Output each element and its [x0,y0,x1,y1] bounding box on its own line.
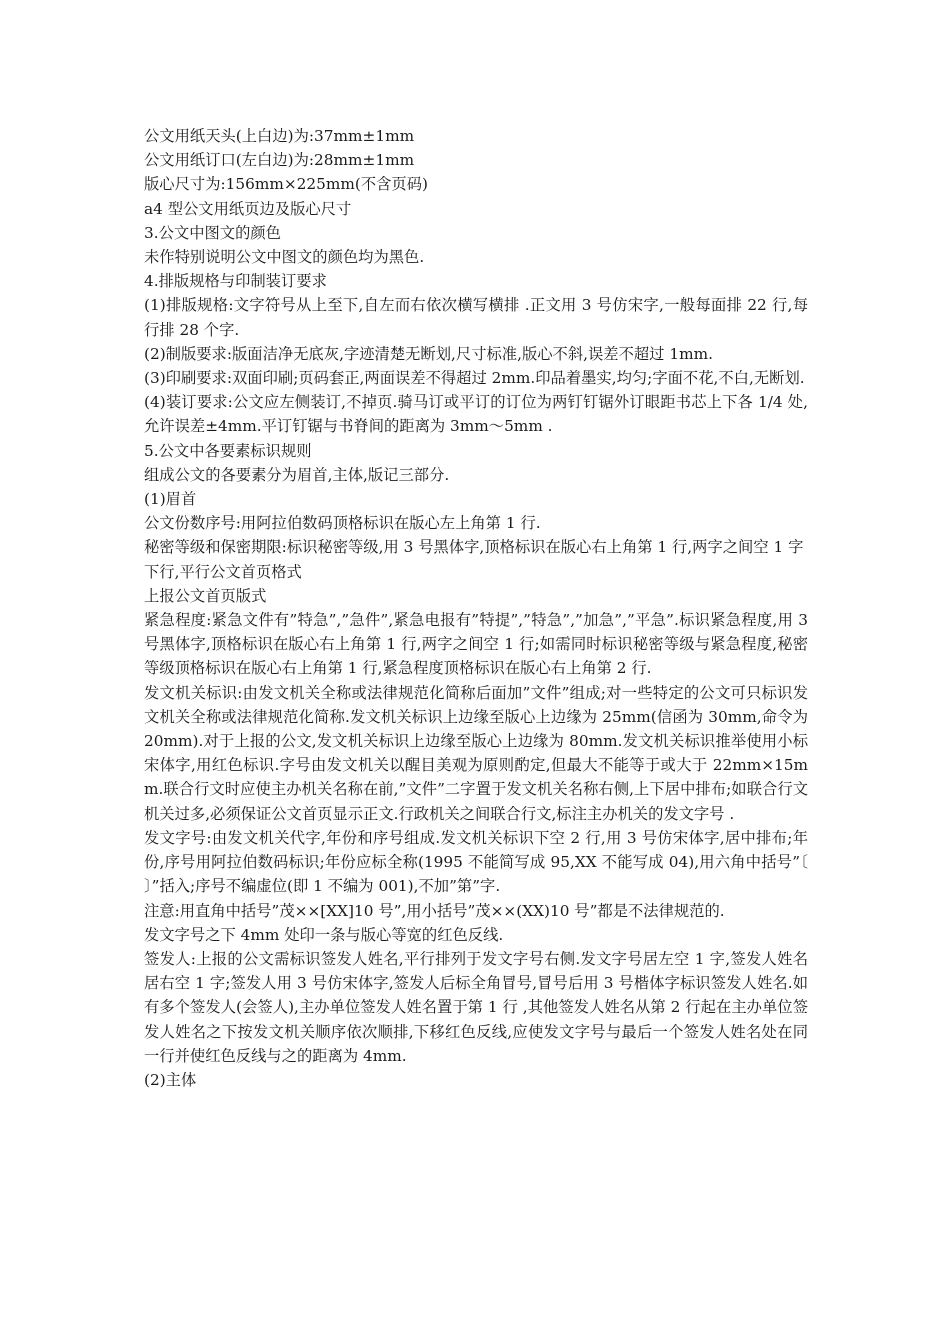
paragraph-upward-format: 上报公文首页版式 [144,586,267,605]
paragraph-signer: 签发人:上报的公文需标识签发人姓名,平行排列于发文字号右侧.发文字号居左空 1 字,签发人姓名居右空 1 字;签发人用 3 号仿宋体字,签发人后标全角冒号,冒号后用 3 号楷体字标识签发人姓名.如有多个签发人(会签人),主办单位签发人姓名置于第 1 行 ,其他签发人姓名从第 2 行起在主办单位签发人姓名之下按发文机关顺序依次顺排,下移红色反线,应使发文字号与最后一个签发人姓名处在同一行并使红色反线与之的距离为 4mm. [144,949,808,1065]
paragraph-a4-caption: a4 型公文用纸页边及版心尺寸 [144,199,352,218]
paragraph-red-line: 发文字号之下 4mm 处印一条与版心等宽的红色反线. [144,925,504,944]
paragraph-top-margin: 公文用纸天头(上白边)为:37mm±1mm [144,127,415,145]
paragraph-type-area-size: 版心尺寸为:156mm×225mm(不含页码) [144,175,428,194]
subheading-body: (2)主体 [144,1070,197,1089]
paragraph-left-margin: 公文用纸订口(左白边)为:28mm±1mm [144,151,415,170]
paragraph-binding: (4)装订要求:公文应左侧装订,不掉页.骑马订或平订的订位为两钉钉锯外订眼距书芯上下各 1/4 处,允许误差±4mm.平订钉锯与书脊间的距离为 3mm～5mm . [144,393,808,436]
paragraph-plate-making: (2)制版要求:版面洁净无底灰,字迹清楚无断划,尺寸标准,版心不斜,误差不超过 1mm. [144,344,713,363]
paragraph-printing: (3)印刷要求:双面印刷;页码套正,两面误差不得超过 2mm.印品着墨实,均匀;字面不花,不白,无断划. [144,369,805,388]
paragraph-color-note: 未作特别说明公文中图文的颜色均为黑色. [144,248,425,267]
paragraph-secret-level: 秘密等级和保密期限:标识秘密等级,用 3 号黑体字,顶格标识在版心右上角第 1 行,两字之间空 1 字 [144,538,804,557]
paragraph-element-parts: 组成公文的各要素分为眉首,主体,版记三部分. [144,465,450,484]
section-heading-color: 3.公文中图文的颜色 [144,223,281,242]
document-body [144,124,808,1092]
paragraph-layout-spec: (1)排版规格:文字符号从上至下,自左而右依次横写横排 .正文用 3 号仿宋字,一般每面排 22 行,每行排 28 个字. [144,296,808,339]
subheading-header: (1)眉首 [144,490,197,509]
paragraph-issuer-mark: 发文机关标识:由发文机关全称或法律规范化简称后面加”文件”组成;对一些特定的公文可只标识发文机关全称或法律规范化简称.发文机关标识上边缘至版心上边缘为 25mm(信函为 30mm,命令为 20mm).对于上报的公文,发文机关标识上边缘至版心上边缘为 80mm.发文机关标识推举使用小标宋体字,用红色标识.字号由发文机关以醒目美观为原则酌定,但最大不能等于或大于 22mm×15mm.联合行文时应使主办机关名称在前,”文件”二字置于发文机关名称右侧,上下居中排布;如联合行文机关过多,必须保证公文首页显示正文.行政机关之间联合行文,标注主办机关的发文字号 . [144,683,808,823]
paragraph-urgency: 紧急程度:紧急文件有”特急”,”急件”,紧急电报有”特提”,”特急”,”加急”,”平急”.标识紧急程度,用 3 号黑体字,顶格标识在版心右上角第 1 行,两字之间空 1 行;如需同时标识秘密等级与紧急程度,秘密等级顶格标识在版心右上角第 1 行,紧急程度顶格标识在版心右上角第 2 行. [144,611,808,678]
paragraph-copy-number: 公文份数序号:用阿拉伯数码顶格标识在版心左上角第 1 行. [144,514,541,533]
paragraph-document-number: 发文字号:由发文机关代字,年份和序号组成.发文机关标识下空 2 行,用 3 号仿宋体字,居中排布;年份,序号用阿拉伯数码标识;年份应标全称(1995 不能简写成 95,XX 不能写成 04),用六角中括号”〔 〕”括入;序号不编虚位(即 1 不编为 001),不加”第”字. [144,828,808,896]
section-heading-element-rules: 5.公文中各要素标识规则 [144,441,312,460]
section-heading-layout-printing: 4.排版规格与印制装订要求 [144,272,327,291]
paragraph-note: 注意:用直角中括号”茂××[XX]10 号”,用小括号”茂××(XX)10 号”都是不法律规范的. [144,901,725,920]
paragraph-downward-format: 下行,平行公文首页格式 [144,562,302,581]
